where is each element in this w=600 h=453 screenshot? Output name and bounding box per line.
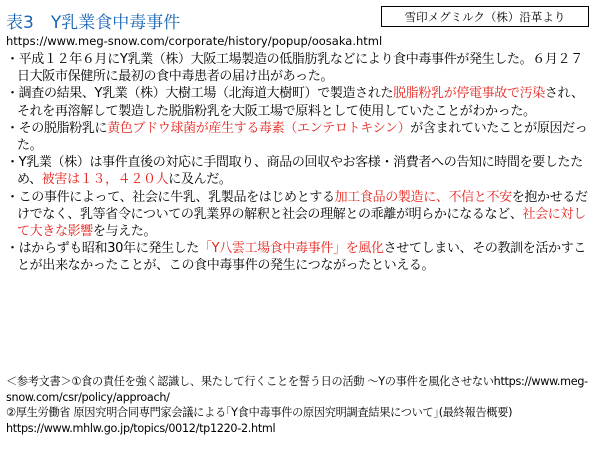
body-text: ・はからずも昭和30年に発生した [6,241,199,257]
body-text: を抱かせるだけでなく、乳等省令についての乳業界の解釈と社会の理解との乖離が明らかになるなど、 [17,189,588,222]
body-text: が含まれていたことが原因だった。 [17,120,588,154]
highlight-text: 加工食品の製造に、不信と不安 [334,189,512,205]
body-text: ・調査の結果、Y乳業（株）大樹工場（北海道大樹町）で製造された [6,86,394,102]
highlight-text: 脱脂粉乳が停電事故で汚染 [393,86,545,102]
body-text: ・この事件によって、社会に牛乳、乳製品をはじめとする [6,189,335,205]
bullet-item [6,120,594,154]
body-text: ・Y乳業（株）は事件直後の対応に手間取り、商品の回収やお客様・消費者への告知に時間を要したため、 [6,155,583,188]
body-text: され、それを再溶解して製造した脱脂粉乳を大阪工場で原料として使用していたことがわかった。 [17,86,584,119]
bullet-item [6,154,594,188]
page-title: 表3 Y乳業食中毒事件 [6,13,181,33]
references [6,374,596,436]
highlight-text: 被害は１３，４２０人 [41,172,169,188]
body-text: ・その脱脂粉乳に [6,120,108,136]
source-url[interactable]: https://www.meg-snow.com/corporate/history/popup/oosaka.html [6,34,383,48]
bullet-item [6,189,594,241]
highlight-text: 「Y八雲工場食中毒事件」を風化 [198,241,384,257]
bullet-item [6,85,594,119]
highlight-text: 黄色ブドウ球菌が産生する毒素（エンテロトキシン） [107,120,411,136]
bullet-list [6,51,594,275]
body-text: に及んだ。 [168,172,232,188]
reference-item: ＜参考文書＞①食の責任を強く認識し、果たして行くことを誓う日の活動 ～Yの事件を風化させないhttps://www.meg-snow.com/csr/policy/approach/ [6,375,588,404]
source-label: 雪印メグミルク（株）沿革より [381,6,589,27]
highlight-text: 社会に対して大きな影響 [17,206,586,240]
reference-item: ②厚生労働省 原因究明合同専門家会議による｢Y食中毒事件の原因究明調査結果について｣(最終報告概要) https://www.mhlw.go.jp/topics/0012/tp1220-2.html [6,406,513,435]
bullet-item [6,51,594,85]
body-text: させてしまい、その教訓を活かすことが出来なかったことが、この食中毒事件の発生につながったといえる。 [17,241,587,274]
body-text: ・平成１２年６月にY乳業（株）大阪工場製造の低脂肪乳などにより食中毒事件が発生した。６月２７日大阪市保健所に最初の食中毒患者の届け出があった。 [6,52,583,85]
bullet-item [6,240,594,274]
body-text: を与えた。 [92,224,157,240]
